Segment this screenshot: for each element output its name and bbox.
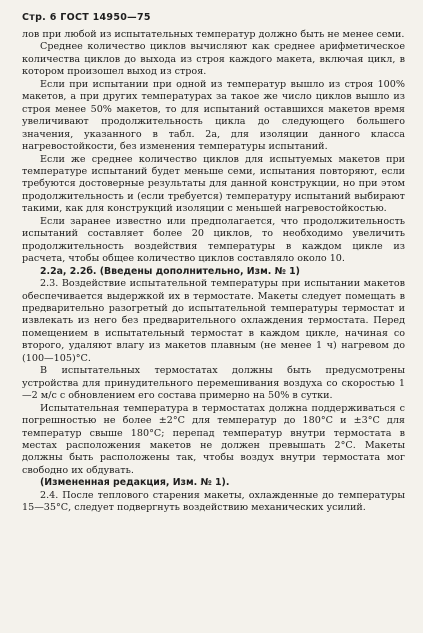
paragraph: 2.4. После теплового старения макеты, охлажденные до температуры 15—35°С, следует подвергнуть воздействию механических усилий.: [22, 489, 405, 514]
paragraph: В испытательных термостатах должны быть предусмотрены устройства для принудительного перемешивания воздуха со скоростью 1—2 м/с с обновлением его состава примерно на 50% в сутки.: [22, 365, 405, 402]
paragraph: 2.3. Воздействие испытательной температуры при испытании макетов обеспечивается выдержкой их в термостате. Макеты следует помещать в предварительно разогретый до испытательной температуры термостат и извлекать из него без предварительного охлаждения термостата. Перед помещением в испытательный термостат в каждом цикле, начиная со второго, удаляют влагу из макетов плавным (не менее 1 ч) нагревом до (100—105)°С.: [22, 278, 405, 364]
paragraph: Если заранее известно или предполагается, что продолжительность испытаний составляет более 20 циклов, то необходимо увеличить продолжительность воздействия температуры в каждом цикле из расчета, чтобы общее количество циклов составляло около 10.: [22, 215, 405, 265]
paragraph: Среднее количество циклов вычисляют как среднее арифметическое количества циклов до выхода из строя каждого макета, включая цикл, в котором произошел выход из строя.: [22, 41, 405, 78]
paragraph: лов при любой из испытательных температур должно быть не менее семи.: [22, 29, 405, 40]
paragraph: Если при испытании при одной из температур вышло из строя 100% макетов, а при других температурах за такое же число циклов вышло из строя менее 50% макетов, то для испытаний оставшихся макетов время увеличивают продолжительность цикла до следующего большего значения, указанного в табл. 2а, для изоляции данного класса нагревостойкости, без изменения температуры испытаний.: [22, 78, 405, 153]
amendment-note: (Измененная редакция, Изм. № 1).: [40, 477, 230, 489]
page-header: Стр. 6 ГОСТ 14950—75: [22, 12, 151, 23]
paragraph: Испытательная температура в термостатах должна поддерживаться с погрешностью не более ±2°С для температур до 180°С и ±3°С для температур свыше 180°С; перепад температур внутри термостата в местах расположения макетов не должен превышать 2°С. Макеты должны быть расположены так, чтобы воздух внутри термостата мог свободно их обдувать.: [22, 402, 405, 476]
amendment-note: 2.2а, 2.2б. (Введены дополнительно, Изм. № 1): [40, 265, 300, 277]
document-body: [22, 29, 405, 515]
paragraph: Если же среднее количество циклов для испытуемых макетов при температуре испытаний будет меньше семи, испытания повторяют, если требуются достоверные результаты для данной конструкции, но при этом продолжительность и (если требуется) температуру испытаний выбирают такими, как для конструкций изоляции с меньшей нагревостойкостью.: [22, 153, 405, 215]
